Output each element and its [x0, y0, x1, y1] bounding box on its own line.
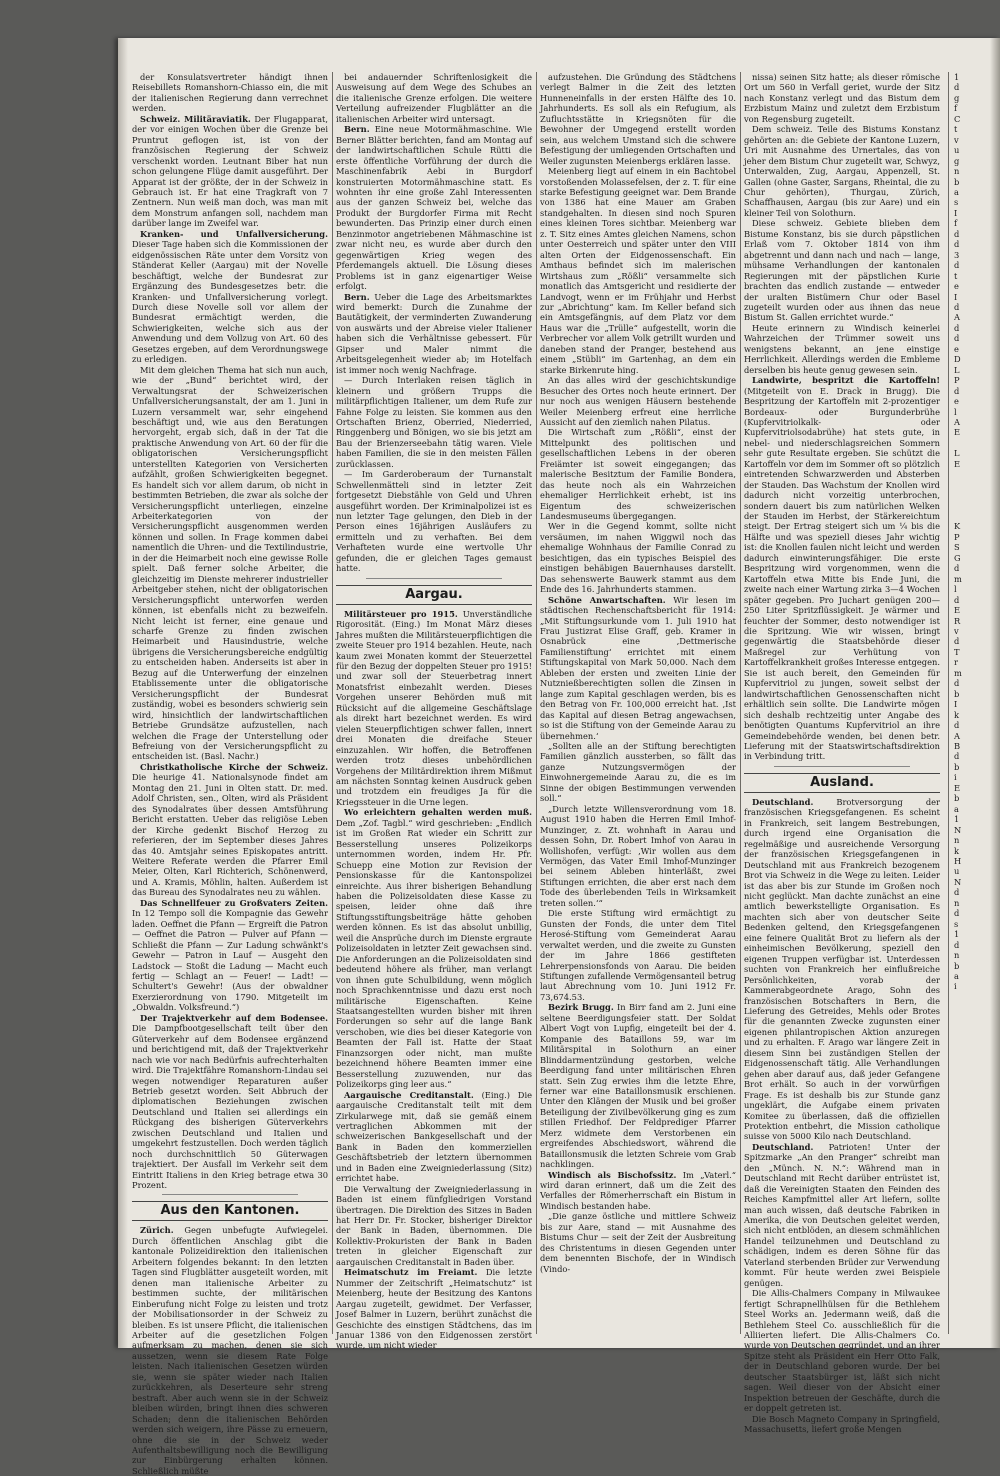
cropped-line-fragment: s: [954, 918, 959, 929]
cropped-line-fragment: N: [954, 876, 962, 887]
article-text: Dieser Tage haben sich die Kommissionen der eidgenössischen Räte unter dem Vorsitz von Ständerat Keller (Aargau) mit der Novelle beschäftigt, welche der Bundesrat zur Ergänzung des Bundesgesetzes betr. die Kranken- und Unfallversicherung vorlegt. Durch diese Novelle soll vor allem der Bundesrat ermächtigt werden, die Schwierigkeiten, welche sich aus der Anwendung und dem Vollzug von Art. 60 des Gesetzes ergeben, auf dem Verordnungswege zu erledigen.: [132, 239, 328, 365]
article-lead: Wo erleichtern gehalten werden muß.: [344, 807, 532, 818]
cropped-line-fragment: R: [954, 615, 961, 626]
cropped-line-fragment: k: [954, 709, 960, 720]
cropped-line-fragment: i: [954, 772, 957, 783]
cropped-line-fragment: d: [954, 228, 960, 239]
article-paragraph: [540, 1211, 736, 1274]
cropped-line-fragment: d: [954, 594, 960, 605]
article-text: der Konsulatsvertreter händigt ihnen Reisebillets Romanshorn-Chiasso ein, die mit der italienischen Regierung dann verrechnet werden.: [132, 72, 328, 114]
article-lead: Deutschland.: [752, 1141, 814, 1152]
article-text: Die Bosch Magneto Company in Springfield, Massachusetts, liefert große Mengen: [744, 1413, 940, 1435]
article-text: Brotversorgung der französischen Kriegsgefangenen. Es scheint in Frankreich, seit langem Bestrebungen, durch irgend eine Organisation die regelmäßige und ausreichende Versorgung der französischen Kriegsgefangenen in Deutschland mit aus Frankreich bezogenem Brot via Schweiz in die Wege zu leiten. Leider ist das aber bis zur Stunde im Großen noch nicht geglückt. Man dachte zunächst an eine amtlich bewerkstelligte Organisation. Es machten sich aber von deutscher Seite Bedenken geltend, den Kriegsgefangenen eine feinere Qualität Brot zu liefern als der einheimischen Bevölkerung, speziell den eigenen Truppen verfügbar ist. Unterdessen suchten von Frankreich her einflußreiche Persönlichkeiten, vorab der Kammerabgeordnete Arago, Sohn des französischen Botschafters in Bern, die Lieferung des Getreides, Mehls oder Brotes für die genannten Zwecke zugunsten einer eigenen philantropischen Aktion anzuregen und zu erhalten. F. Arago war längere Zeit in diesem Sinn bei zuständigen Stellen der Eidgenossenschaft tätig. Alle Verhandlungen gehen aber darauf aus, daß jeder Gefangene Brot erhält. So auch in der vorwürfigen Frage. Es ist deshalb bis zur Stunde ganz ungeklärt, die Aufgabe einem privaten Komitee zu überlassen, daß die offiziellen Protektion entbehrt, die Mission catholique suisse von 5000 Kilo nach Deutschland.: [744, 796, 941, 1142]
article-paragraph: [540, 741, 736, 804]
article-lead: Kranken- und Unfallversicherung.: [140, 228, 328, 239]
cropped-line-fragment: d: [954, 887, 960, 898]
cropped-line-fragment: P: [954, 375, 960, 386]
cropped-line-fragment: N: [954, 824, 962, 835]
article-lead: Militärsteuer pro 1915.: [344, 608, 458, 619]
article-text: An das alles wird der geschichtskundige Besucher des Ortes noch heute erinnert. Der nur noch aus wenigen Häusern bestehende Weiler Meienberg erfreut eine herrliche Aussicht auf den ziemlich nahen Pilatus.: [540, 375, 736, 427]
cropped-line-fragment: d: [954, 720, 960, 731]
article-paragraph: [540, 166, 736, 375]
newspaper-page: [118, 38, 1000, 1476]
cropped-line-fragment: e: [954, 343, 959, 354]
cropped-line-fragment: G: [954, 552, 961, 563]
cropped-line-fragment: u: [954, 145, 960, 156]
cropped-line-fragment: f: [954, 218, 958, 229]
cropped-line-fragment: t: [954, 124, 958, 135]
cropped-line-fragment: d: [954, 322, 960, 333]
article-paragraph: [540, 427, 736, 521]
cropped-line-fragment: 1: [954, 814, 960, 825]
article-paragraph: [540, 908, 736, 1002]
article-paragraph: [744, 375, 940, 762]
cropped-line-fragment: s: [954, 197, 959, 208]
article-text: Der Flugapparat, der vor einigen Wochen über die Grenze bei Pruntrut geflogen ist, ist von der französischen Regierung der Schweiz verschenkt worden. Leutnant Biber hat nun schon gelungene Flüge damit ausgeführt. Der Apparat ist der größte, der in der Schweiz in Gebrauch ist. Er hat eine Tragkraft von 7 Zentnern. Nun weiß man doch, was man mit dem Monstrum anfangen soll, nachdem man darüber lange im Zweifel war.: [132, 113, 329, 229]
article-text: Die Allis-Chalmers Company in Milwaukee fertigt Schrapnellhülsen für die Bethlehem Steel Works an. Jedermann weiß, daß die Bethlehem Steel Co. ausschließlich für die Alliierten liefert. Die Allis-Chalmers Co. wurde von Deutschen gegründet, und an ihrer Spitze steht als Präsident ein Herr Otto Falk, der in Deutschland geboren wurde. Der bei deutscher Staatsbürger ist, läßt sich nicht sagen. Weil dieser von der Absicht einer Inspektion betreuen der Geschäfte, durch die er doppelt getreten ist.: [744, 1288, 940, 1414]
article-text: Meienberg liegt auf einem in ein Bachtobel vorstoßenden Molassefelsen, der z. T. für eine starke Befestigung geeignet war. Dem Brande von 1386 hat eine Mauer am Graben standgehalten. In diesen sind noch Spuren eines kleinen Tores sichtbar. Meienberg war z. T. Sitz eines Amtes gleichen Namens, schon unter Oesterreich und später unter den VIII alten Orten der Eidgenossenschaft. Ein Amthaus befindet sich im malerischen Wirtshaus zum „Rößli“ versammelte sich monatlich das Amtsgericht und residierte der Landvogt, wenn er im Frühjahr und Herbst zur „Abrichtung“ kam. Im Keller befand sich ein Amtsgefängnis, auf dem Platz vor dem Haus war die „Trülle“ aufgestellt, worin die Verbrecher vor allem Volk getrillt wurden und daneben stand der Pranger, bestehend aus einem „Stübli“ im Gartenhag, an dem ein starke Birkenrute hing.: [540, 166, 736, 375]
article-paragraph: [132, 898, 328, 1013]
article-paragraph: [540, 521, 736, 594]
column-1: [132, 72, 329, 1476]
article-text: Dem „Zof. Tagbl.“ wird geschrieben: „Endlich ist im Großen Rat wieder ein Schritt zur Besserstellung unseres Polizeikorps unternommen worden, indem Hr. Pfr. Schuepp eine Motion zur Revision der Pensionskasse für die Kantonspolizei einreichte. Aus ihrer bisherigen Behandlung haben die Polizeisoldaten diese Kasse zu speisen, leider ohne daß ihre Stiftungsstiftungsbeiträge hätte gehoben werden können. Es ist das absolut unbillig, weil die Ansprüche durch im Dienste ergraute Polizeisoldaten in letzter Zeit gewachsen sind. Die Anforderungen an die Polizeisoldaten sind bedeutend höhere als früher, man verlangt von ihnen gute Schulbildung, wenn möglich noch Sprachkenntnisse und dazu erst noch militärische Eigenschaften. Keine Staatsangestellten wurden bisher mit ihren Forderungen so sehr auf die lange Bank verschoben, wie dies bei dieser Kategorie von Beamten der Fall ist. Hatte der Staat Finanzsorgen oder nicht, man mußte bezeichnend höhere Beamten immer eine Besserstellung zuzuwenden, nur das Polizeikorps ging leer aus.“: [336, 817, 532, 1090]
article-lead: Bezirk Brugg.: [548, 1002, 614, 1013]
column-rule: [536, 72, 537, 1334]
article-text: aufzustehen. Die Gründung des Städtchens verlegt Balmer in die Zeit des letzten Hunneneinfalls in der ersten Hälfte des 10. Jahrhunderts. Es soll als ein Refugium, als Zufluchtsstätte in Kriegsnöten für die Bewohner der Umgegend erstellt worden sein, aus welchem Umstand sich die schwere Befestigung der umliegenden Ortschaften und Weiler zugunsten Meienbergs erklären lasse.: [540, 72, 736, 166]
article-text: bei andauernder Schriftenlosigkeit die Ausweisung auf dem Wege des Schubes an die italienische Grenze erfolgen. Die weitere Verteilung aufreizender Flugblätter an die italienischen Arbeiter wird untersagt.: [336, 72, 532, 124]
column-rule: [332, 72, 333, 1334]
cropped-line-fragment: v: [954, 134, 959, 145]
cropped-line-fragment: n: [954, 950, 960, 961]
cropped-line-fragment: E: [954, 782, 961, 793]
article-paragraph: [540, 375, 736, 427]
article-text: In 12 Tempo soll die Kompagnie das Gewehr laden. Oeffnet die Pfann — Ergreift die Patron — Oeffnet die Patron — Pulver auf Pfann — Schließt die Pfann — Zur Ladung schwänkt's Gewehr — Patron in Lauf — Ausgeht den Ladstock — Stoßt die Ladung — Macht euch fertig — Schlagt an — Feuer! — Ladt! — Schultert's Gewehr! (Aus der obwaldner Exerzierordnung von 1790. Mitgeteilt im „Obwaldn. Volksfreund.“): [132, 908, 328, 1013]
cropped-line-fragment: d: [954, 939, 960, 950]
article-text: Wer in die Gegend kommt, sollte nicht versäumen, im nahen Wiggwil noch das ehemalige Wohnhaus der Familie Conrad zu besichtigen, das ein typisches Beispiel des einstigen behäbigen Bauernhauses darstellt. Das sehenswerte Bauwerk stammt aus dem Ende des 16. Jahrhunderts stammen.: [540, 521, 736, 595]
cropped-line-fragment: d: [954, 333, 960, 344]
cropped-line-fragment: t: [954, 270, 958, 281]
article-paragraph: [744, 1414, 940, 1435]
cropped-line-fragment: a: [954, 186, 959, 197]
article-paragraph: [336, 1267, 532, 1351]
article-paragraph: [132, 1225, 328, 1476]
article-lead: Heimatschutz im Freiamt.: [344, 1267, 478, 1278]
cropped-line-fragment: H: [954, 855, 962, 866]
cropped-line-fragment: B: [954, 741, 961, 751]
article-text: Wir lesen im städtischen Rechenschaftsbericht für 1914: „Mit Stiftungsurkunde vom 1. Juli 1910 hat Frau Justizrat Elise Graff, geb. Kramer in Osnabrück eine ‚Dettmerische Familienstiftung‘ errichtet mit einem Stiftungskapital von Mark 50,000. Nach dem Ableben der ersten und zweiten Linie der Nutznießberechtigten sollen die Zinsen in lange zum Kapital geschlagen werden, bis es den Betrag von Fr. 100,000 erreicht hat. ‚Ist das Kapital auf diesen Betrag angewachsen, so ist die Stiftung von der Gemeinde Aarau zu übernehmen.‘: [540, 594, 736, 741]
cropped-line-fragment: d: [954, 908, 960, 919]
cropped-line-fragment: n: [954, 835, 960, 846]
cropped-line-fragment: b: [954, 960, 960, 971]
article-paragraph: [132, 114, 328, 229]
column-rule: [740, 72, 741, 1334]
article-paragraph: [336, 469, 532, 574]
article-lead: Landwirte, bespritzt die Kartoffeln!: [752, 375, 940, 386]
cropped-line-fragment: L: [954, 448, 960, 459]
article-paragraph: [744, 797, 940, 1142]
article-paragraph: [744, 72, 940, 124]
article-text: Heute erinnern zu Windisch keinerlei Wahrzeichen der Trümmer soweit uns wenigstens bekannt, an jene einstige Herrlichkeit. Allerdings werden die Embleme derselben bis heute genug gewesen sein.: [744, 322, 940, 375]
article-text: „Durch letzte Willensverordnung vom 18. August 1910 haben die Herren Emil Imhof-Munzinger, z. Zt. wohnhaft in Aarau und dessen Sohn, Dr. Robert Imhof von Aarau in Wollishofen, verfügt: ‚Wir wollen aus dem Vermögen, das Vater Emil Imhof-Munzinger bei seinem Ableben hinterläßt, zwei Stiftungen errichten, die aber erst nach dem Tode des überlebenden Teils in Wirksamkeit treten sollen.‘“: [540, 803, 736, 908]
article-paragraph: [132, 762, 328, 898]
cropped-line-fragment: C: [954, 113, 961, 124]
cropped-line-fragment: I: [954, 291, 958, 302]
cropped-line-fragment: b: [954, 176, 960, 187]
cropped-line-fragment: d: [954, 751, 960, 762]
cropped-line-fragment: g: [954, 155, 960, 166]
article-paragraph: [540, 804, 736, 909]
cropped-line-fragment: I: [954, 207, 958, 218]
article-lead: Das Schnellfeuer zu Großvaters Zeiten.: [140, 897, 328, 908]
article-lead: Bern.: [344, 291, 370, 302]
cropped-line-fragment: d: [954, 301, 960, 312]
column-2: [336, 72, 533, 1351]
cropped-line-fragment: v: [954, 626, 959, 637]
cropped-line-fragment: u: [954, 866, 960, 877]
article-lead: Christkatholische Kirche der Schweiz.: [140, 761, 328, 772]
cropped-line-fragment: A: [954, 416, 960, 427]
cropped-line-fragment: 1: [954, 72, 960, 82]
cropped-line-fragment: d: [954, 239, 960, 250]
cropped-line-fragment: P: [954, 531, 960, 542]
section-heading-kantone: Aus den Kantonen.: [132, 1201, 328, 1221]
cropped-line-fragment: d: [954, 260, 960, 271]
article-paragraph: [336, 292, 532, 376]
cropped-line-fragment: D: [954, 354, 961, 365]
cropped-line-fragment: L: [954, 364, 960, 375]
section-heading-ausland: Ausland.: [744, 773, 940, 793]
article-lead: Windisch als Bischofssitz.: [548, 1169, 677, 1180]
article-paragraph: [744, 124, 940, 218]
cropped-line-fragment: l: [954, 584, 957, 595]
article-paragraph: [336, 124, 532, 291]
separator-line: [774, 766, 910, 767]
cropped-line-fragment: k: [954, 845, 960, 856]
article-text: Die Verwaltung der Zweigniederlassung in Baden ist einem fünfgliedrigen Vorstand übertragen. Die Direktion des Sitzes in Baden hat Herr Dr. Fr. Stocker, bisheriger Direktor der Bank in Baden, übernommen. Die Kollektiv-Prokuristen der Bank in Baden treten in gleicher Eigenschaft zur aargauischen Creditanstalt in Baden über.: [336, 1183, 532, 1267]
cropped-line-fragment: n: [954, 166, 960, 177]
article-lead: Schweiz. Militäraviatik.: [140, 113, 251, 124]
column-4: [744, 72, 941, 1435]
cropped-line-fragment: f: [954, 103, 958, 114]
article-paragraph: [540, 1170, 736, 1212]
article-paragraph: [132, 229, 328, 365]
cropped-line-fragment: m: [954, 573, 962, 584]
section-heading-aargau: Aargau.: [336, 585, 532, 605]
cropped-line-fragment: d: [954, 385, 960, 396]
article-paragraph: [132, 1013, 328, 1191]
article-paragraph: [336, 807, 532, 1089]
article-paragraph: [744, 1142, 940, 1288]
cropped-line-fragment: K: [954, 521, 961, 532]
article-text: Die Wirtschaft zum „Rößli“, einst der Mittelpunkt des politischen und gesellschaftlichen Lebens in der oberen Freiämter ist soweit eingegangen; das malerische Besitztum der Familie Bondera, das heute noch als ein Wahrzeichen ehemaliger Herrlichkeit erhebt, ist ins Eigentum des schweizerischen Landesmuseums übergegangen.: [540, 427, 736, 522]
article-lead: Bern.: [344, 124, 370, 135]
cropped-line-fragment: d: [954, 563, 960, 574]
article-paragraph: [336, 609, 532, 808]
cropped-line-fragment: i: [954, 981, 957, 992]
article-lead: Deutschland.: [752, 796, 814, 807]
article-paragraph: [744, 218, 940, 323]
cropped-line-fragment: l: [954, 406, 957, 417]
cropped-line-fragment: d: [954, 636, 960, 647]
article-text: Die heurige 41. Nationalsynode findet am Montag den 21. Juni in Olten statt. Dr. med. Adolf Christen, sen., Olten, wird als Präsident des Synodalrates über dessen Amtsführung Bericht erstatten. Ueber das religiöse Leben der Kirche gedenkt Bischof Herzog zu referieren, der im September dieses Jahres das 40. Amtsjahr seines Episkopates antritt. Weitere Referate werden die Pfarrer Emil Meier, Olten, Karl Richterich, Schönenwerd, und A. Kramis, Möhlin, halten. Außerdem ist das Bureau des Synodalrates neu zu wählen.: [132, 772, 328, 898]
article-paragraph: [744, 323, 940, 375]
article-text: In Birr fand am 2. Juni eine seltene Beerdigungsfeier statt. Der Soldat Albert Vogt von Lupfig, eingeteilt bei der 4. Kompanie des Bataillons 59, war im Militärspital in Solothurn an einer Blinddarmentzündung gestorben, welche Beerdigung fand unter militärischen Ehren statt. Sein Zug erwies ihm die letzte Ehre, ferner war eine Bataillonsmusik erschienen. Unter den Klängen der Musik und bei großer Beteiligung der Zivilbevölkerung ging es zum stillen Friedhof. Der Feldprediger Pfarrer Merz widmete dem Verstorbenen ein ergreifendes Abschiedswort, während die Bataillonsmusik die letzten Schreie vom Grab nachklingen.: [540, 1002, 736, 1170]
article-text: Diese schweiz. Gebiete blieben dem Bistume Konstanz, bis sie durch päpstlichen Erlaß vom 7. Oktober 1814 von ihm abgetrennt und dann nach und nach — lange, mühsame Verhandlungen der kantonalen Regierungen mit der päpstlichen Kurie brachten das endlich zustande — entweder der uralten Bistümern Chur oder Basel zugeteilt wurden oder aus ihnen das neue Bistum St. Gallen errichtet wurde.“: [744, 218, 940, 323]
article-lead: Zürich.: [140, 1225, 174, 1236]
separator-line: [162, 1194, 298, 1195]
cropped-line-fragment: A: [954, 730, 960, 741]
article-paragraph: [540, 595, 736, 741]
page-gutter: [118, 38, 128, 1348]
cropped-line-fragment: 1: [954, 929, 960, 940]
article-text: Eine neue Motormähmaschine. Wie Berner Blätter berichten, fand am Montag auf der landwirtschaftlichen Schule Rütti die erste öffentliche Vorführung der durch die Maschinenfabrik Aebi in Burgdorf konstruierten Motormähmaschine statt. Es wohnten ihr eine große Zahl Interessenten aus der ganzen Schweiz bei, welche das Produkt der Burgdorfer Firma mit Recht bewunderten. Das Prinzip einer durch einen Benzinmotor angetriebenen Mähmaschine ist zwar nicht neu, es wurde aber durch den gegenwärtigen Krieg wegen des Pferdemangels aktuell. Die Lösung dieses Problems ist in ganz eigenartiger Weise erfolgt.: [336, 124, 532, 292]
cropped-line-fragment: a: [954, 970, 959, 981]
column-3: [540, 72, 736, 1338]
article-text: Dem schweiz. Teile des Bistums Konstanz gehörten an: die Gebiete der Kantone Luzern, Uri mit Ausnahme des Urnertales, das von jeher dem Bistum Chur zugeteilt war, Schwyz, Unterwalden, Zug, Aargau, Appenzell, St. Gallen (ohne Gaster, Sargans, Rheintal, die zu Chur gehörten), Thurgau, Zürich, Schaffhausen, Aargau (bis zur Aare) und ein kleiner Teil von Solothurn.: [744, 124, 940, 218]
article-text: (Eing.) Die aargauische Creditanstalt teilt mit dem Zirkularwege mit, daß sie gemäß einem vertraglichen Abkommen mit der schweizerischen Bankgesellschaft und der Bank in Baden den kommerziellen Geschäftsbetrieb der letztern übernommen und in Baden eine Zweigniederlassung (Sitz) errichtet habe.: [336, 1089, 533, 1184]
separator-line: [366, 578, 502, 579]
article-text: Die Dampfbootgesellschaft teilt über den Güterverkehr auf dem Bodensee ergänzend und berichtigend mit, daß der Trajektverkehr nach wie vor nach Bedürfnis aufrechterhalten wird. Die Trajektfähre Romanshorn-Lindau sei wegen notwendiger Reparaturen außer Betrieb gesetzt worden. Seit Abbruch der diplomatischen Beziehungen zwischen Deutschland und Italien sei allerdings ein Rückgang des bisherigen Güterverkehrs zwischen Deutschland und Italien und umgekehrt festzustellen. Doch werden täglich noch durchschnittlich 50 Güterwagen trajektiert. Der Ausfall im Verkehr seit dem Eintritt Italiens in den Krieg betrage etwa 30 Prozent.: [132, 1023, 329, 1191]
cropped-line-fragment: m: [954, 667, 962, 678]
article-text: (Mitgeteilt von E. Drack in Brugg). Die Bespritzung der Kartoffeln mit 2-prozentiger Bordeaux- oder Burgunderbrühe (Kupfervitriolkalk- oder Kupfervitriolsodabrühe) hat stets gute, in nebel- und niederschlagsreichen Sommern sehr gute Resultate ergeben. Sie schützt die Kartoffeln vor dem im Sommer oft so plötzlich eintretenden Schwarzwerden und Absterben der Stauden. Das Wachstum der Knollen wird dadurch nicht vorzeitig unterbrochen, sondern dauert bis zum natürlichen Welken der Stauden im Herbst, der Stärkereichtum steigt. Der Ertrag steigert sich um ¼ bis die Hälfte und was speziell dieses Jahr wichtig ist: die Knollen faulen nicht leicht und werden dadurch einwinterungsfähiger. Die erste Bespritzung wird vorgenommen, wenn die Kartoffeln etwa Mitte bis Ende Juni, die zweite nach einer Wartung zirka 3—4 Wochen später gegeben. Pro Juchart genügen 200—250 Liter Spritzflüssigkeit. Je wärmer und feuchter der Sommer, desto notwendiger ist die Spritzung. Wie wir wissen, bringt gegenwärtig die Staatsbehörde dieser Maßregel zur Verhütung von Kartoffelkrankheit großes Interesse entgegen. Sie ist auch bereit, den Gemeinden für Kupfervitriol zu jungen, soweit selbst der landwirtschaftlichen Genossenschaften nicht erhältlich sein sollte. Die Landwirte mögen sich deshalb rechtzeitig unter Angabe des benötigten Quantums Kupfervitriol an ihre Gemeindebehörde wenden, bei denen betr. Lieferung mit der Staatswirtschaftsdirektion in Verbindung tritt.: [744, 385, 940, 762]
article-text: Patrioten! Unter der Spitzmarke „An den Pranger“ schreibt man den „Münch. N. N.“: Während man in Deutschland mit Recht darüber entrüstet ist, daß die Vereinigten Staaten den Feinden des Reiches Kampfmittel aller Art liefern, sollte man auch wissen, daß deutsche Fabriken in Amerika, die von Deutschen geleitet werden, sich nicht entblöden, an diesem schmählichen Handel teilzunehmen und Deutschland zu schädigen, indem es deren Söhne für das Vaterland sterbenden Brüder zur Verwendung kommt. Für heute werden zwei Beispiele genügen.: [744, 1141, 940, 1288]
column-rule: [948, 72, 949, 1334]
article-lead: Der Trajektverkehr auf dem Bodensee.: [140, 1012, 328, 1023]
article-lead: Schöne Anwartschaften.: [548, 594, 666, 605]
article-text: Die erste Stiftung wird ermächtigt zu Gunsten der Fonds, die unter dem Titel Herosé-Stiftung vom Gemeinderat Aarau verwaltet werden, und die zweite zu Gunsten der im Jahre 1866 gestifteten Lehrerpensionsfonds von Aarau. Die beiden Stiftungen zufallende Vermögensanteil betrug laut Abrechnung vom 10. Juni 1912 Fr. 73,674.53.: [540, 908, 736, 1002]
cropped-line-fragment: S: [954, 542, 960, 553]
article-text: Mit dem gleichen Thema hat sich nun auch, wie der „Bund“ berichtet wird, der Verwaltungsrat der Schweizerischen Unfallversicherungsanstalt, der am 1. Juni in Luzern versammelt war, sehr eingehend beschäftigt und, wie aus den Beratungen hervorgeht, ergab sich, daß in der Tat die praktische Anwendung von Art. 60 der für die obligatorischen Versicherungspflicht unterstellten Kategorien von Versicherten aufzählt, großen Schwierigkeiten begegnet. Es handelt sich vor allem darum, ob nicht in bestimmten Betrieben, die zwar als solche der Versicherungspflicht unterliegen, einzelne Arbeiterkategorien von der Versicherungspflicht ausgenommen werden können und sollen. In Frage kommen dabei namentlich die Uhren- und die Textilindustrie, in der die Heimarbeit noch eine gewisse Rolle spielt. Daß ferner solche Arbeiter, die gleichzeitig im Dienste mehrerer industrieller Arbeitgeber stehen, nicht der obligatorischen Versicherungspflicht unterworfen werden können, ist ebenfalls nicht zu bezweifeln. Nicht leicht ist ferner, eine genaue und scharfe Grenze zu finden zwischen Heimarbeit und Hausindustrie, welche übrigens die Versicherungsbereiche endgültig zu entscheiden haben. Anderseits ist aber in Bezug auf die Unterwerfung der einzelnen Etablissemente unter die obligatorische Versicherungspflicht der Bundesrat zuständig, wobei es besonders schwierig sein wird, hinsichtlich der landwirtschaftlichen Betriebe Grundsätze aufzustellen, nach welchen die Frage der Unterstellung oder Befreiung von der Versicherungspflicht zu entscheiden ist. (Basl. Nachr.): [132, 364, 328, 762]
cropped-line-fragment: g: [954, 92, 960, 103]
book-fold-shadow: [990, 38, 1000, 1348]
article-text: — Durch Interlaken reisen täglich in kleinern und größern Trupps die militärpflichtigen Italiener, um dem Rufe zur Fahne Folge zu leisten. Sie kommen aus den Ortschaften Brienz, Oberried, Niederried, Ringgenberg und Bönigen, wo sie bis jetzt am Bau der Brienzerseebahn tätig waren. Viele haben Familien, die sie in den meisten Fällen zurücklassen.: [336, 375, 532, 469]
cropped-line-fragment: E: [954, 458, 961, 469]
article-paragraph: [336, 1184, 532, 1268]
article-text: — Im Garderoberaum der Turnanstalt Schwellenmätteli sind in letzter Zeit fortgesetzt Diebstähle von Geld und Uhren ausgeführt worden. Der Kriminalpolizei ist es nun letzter Tage gelungen, den Dieb in der Person eines 16jährigen Ausläufers zu ermitteln und zu verhaften. Bei dem Verhafteten wurde eine wertvolle Uhr gefunden, die er gleichen Tages gemaust hatte.: [336, 469, 532, 574]
article-text: „Die ganze östliche und mittlere Schweiz bis zur Aare, stand — mit Ausnahme des Bistums Chur — seit der Zeit der Ausbreitung des Christentums in diesen Gegenden unter dem benennten Bischofe, der in Windisch (Vindo-: [540, 1211, 736, 1274]
article-paragraph: [336, 72, 532, 124]
article-lead: Aargauische Creditanstalt.: [344, 1089, 474, 1100]
article-text: Unverständliche Rigorosität. (Eing.) Im Monat März dieses Jahres mußten die Militärsteuerpflichtigen die zweite Steuer pro 1914 bezahlen. Heute, nach kaum zwei Monaten kommt der Steuerzettel für den Bezug der doppelten Steuer pro 1915! und zwar soll der Steuerbetrag innert Monatsfrist einbezahlt werden. Dieses Vorgehen unserer Behörden muß mit Rücksicht auf die allgemeine Geschäftslage als direkt hart bezeichnet werden. Es wird vielen Steuerpflichtigen schwer fallen, innert drei Monaten die dreifache Steuer einzuzahlen. Wir hoffen, die Betroffenen werden trotz dieses unbehördlichen Vorgehens der Militärdirektion ihrem Mißmut am nächsten Sonntag keinen Ausdruck geben und trotzdem ein freudiges Ja für die Kriegssteuer in die Urne legen.: [336, 608, 532, 807]
cropped-line-fragment: e: [954, 281, 959, 292]
cropped-line-fragment: E: [954, 605, 961, 616]
article-paragraph: [132, 72, 328, 114]
cropped-line-fragment: d: [954, 678, 960, 689]
article-paragraph: [540, 72, 736, 166]
article-paragraph: [132, 365, 328, 762]
article-text: Die letzte Nummer der Zeitschrift „Heimatschutz“ ist Meienberg, heute der Besitzung des Kantons Aargau zugeteilt, gewidmet. Der Verfasser, Josef Balmer in Luzern, berührt zunächst die Geschichte des einstigen Städtchens, das im Januar 1386 von den Eidgenossen zerstört wurde, um nicht wieder: [336, 1267, 533, 1351]
cropped-line-fragment: E: [954, 427, 961, 438]
article-paragraph: [336, 1090, 532, 1184]
cropped-line-fragment: r: [954, 657, 958, 668]
cropped-line-fragment: I: [954, 699, 958, 710]
article-text: Gegen unbefugte Aufwiegelei. Durch öffentlichen Anschlag gibt die kantonale Polizeidirektion den italienischen Arbeitern folgendes bekannt: In den letzten Tagen sind Flugblätter ausgeteilt worden, mit denen man italienische Arbeiter zu bestimmen suchte, der militärischen Einberufung nicht Folge zu leisten und trotz der Mobilisationsorder in der Schweiz zu bleiben. Es ist unsere Pflicht, die italienischen Arbeiter auf die gesetzlichen Folgen aufmerksam zu machen, denen sie sich aussetzen, wenn sie diesem Rate Folge leisten. Nach italienischen Gesetzen würden sie, wenn sie später wieder nach Italien zurückkehren, als Deserteure sehr streng bestraft. Aber auch wenn sie in der Schweiz bleiben würden, bringt ihnen dies schweren Schaden; denn die italienischen Behörden werden sich weigern, ihre Pässe zu erneuern, ohne die sie in der Schweiz weder Aufenthaltsbewilligung noch die Bewilligung zur Einbürgerung erhalten können. Schließlich müßte: [132, 1225, 329, 1476]
article-text: „Sollten alle an der Stiftung berechtigten Familien gänzlich aussterben, so fällt das ganze Nutzungsvermögen der Einwohnergemeinde Aarau zu, die es im Sinne der obigen Bestimmungen verwenden soll.“: [540, 741, 736, 804]
cropped-line-fragment: b: [954, 793, 960, 804]
cropped-line-fragment: T: [954, 646, 960, 657]
cropped-line-fragment: b: [954, 761, 960, 772]
cropped-line-fragment: b: [954, 688, 960, 699]
article-text: nissa) seinen Sitz hatte; als dieser römische Ort um 560 in Verfall geriet, wurde der Sitz nach Konstanz verlegt und das Bistum dem Erzbistum Mainz und zuletzt dem Erzbistum von Regensburg zugeteilt.: [744, 72, 940, 124]
cropped-line-fragment: n: [954, 897, 960, 908]
article-paragraph: [744, 1288, 940, 1413]
cropped-line-fragment: a: [954, 803, 959, 814]
cropped-line-fragment: d: [954, 82, 960, 93]
cropped-line-fragment: A: [954, 312, 960, 323]
article-text: Im „Vaterl.“ wird daran erinnert, daß um die Zeit des Verfalles der Römerherrschaft ein Bistum in Windisch bestanden habe.: [540, 1169, 736, 1211]
cropped-line-fragment: e: [954, 396, 959, 407]
cropped-line-fragment: 3: [954, 249, 960, 260]
article-text: Ueber die Lage des Arbeitsmarktes wird bemerkt: Durch die Zunahme der Bautätigkeit, der verminderten Zuwanderung von auswärts und der Abreise vieler Italiener haben sich die Verhältnisse gebessert. Für Gipser und Maler nimmt die Arbeitsgelegenheit wieder ab; im Hotelfach ist immer noch wenig Nachfrage.: [336, 291, 533, 375]
article-paragraph: [336, 375, 532, 469]
article-paragraph: [540, 1002, 736, 1169]
